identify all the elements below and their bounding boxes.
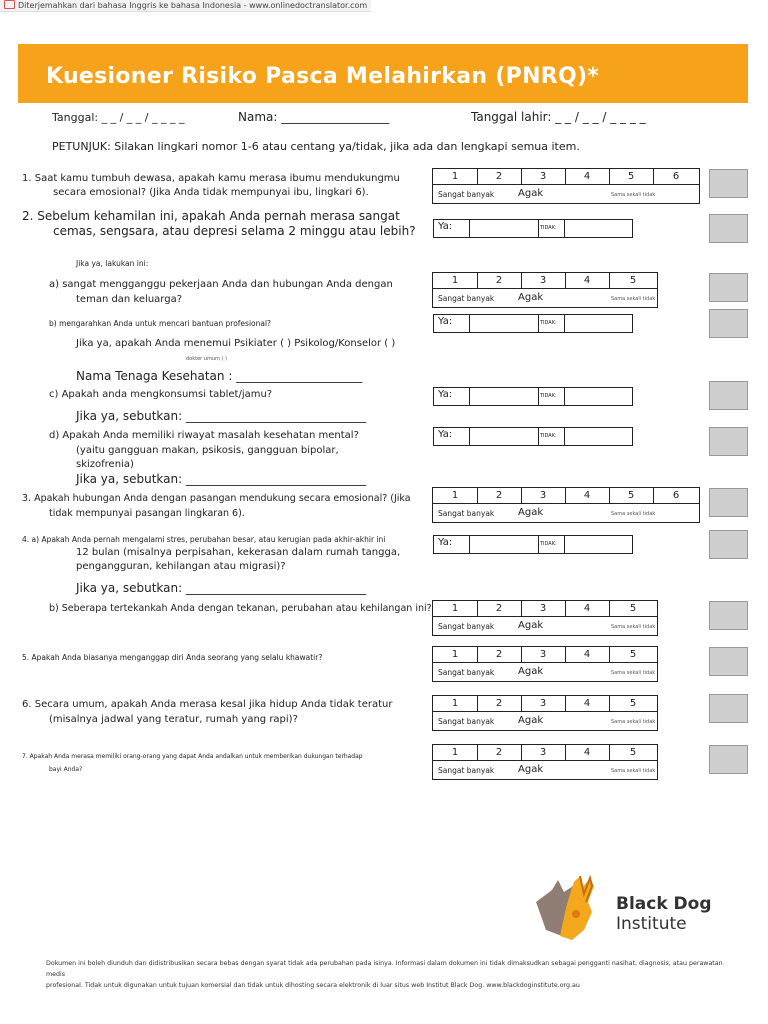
scale-left-label: Sangat banyak: [438, 622, 495, 631]
scale-option-2[interactable]: 2: [477, 647, 522, 662]
scale-option-3[interactable]: 3: [521, 696, 566, 711]
black-dog-logo: [532, 872, 732, 942]
yes-label: Ya:: [438, 389, 453, 400]
scale-option-5[interactable]: 5: [629, 603, 637, 614]
specify-q2d: Jika ya, sebutkan: ______________________________: [76, 472, 366, 486]
scale-right-label: Sama sekali tidak: [611, 719, 656, 725]
scale-q6: [432, 695, 658, 731]
scale-option-2[interactable]: 2: [477, 488, 522, 503]
yes-box[interactable]: [469, 388, 539, 405]
yes-box[interactable]: [469, 428, 539, 445]
scale-option-5[interactable]: 5: [609, 169, 654, 184]
scale-option-3[interactable]: 3: [521, 745, 566, 760]
no-box[interactable]: [564, 536, 633, 553]
no-label: TIDAK:: [540, 433, 557, 439]
scale-option-4[interactable]: 4: [565, 488, 610, 503]
birthdate-field: Tanggal lahir: _ _ / _ _ / _ _ _ _: [471, 110, 646, 124]
scale-option-5[interactable]: 5: [629, 649, 637, 660]
scale-q5: [432, 646, 658, 682]
scale-q7: [432, 744, 658, 780]
yesno-q2d: [433, 427, 633, 446]
no-box[interactable]: [564, 428, 633, 445]
scale-q1: [432, 168, 700, 204]
scale-option-3[interactable]: 3: [521, 601, 566, 616]
q5-text: 5. Apakah Anda biasanya menganggap diri Anda seorang yang selalu khawatir?: [22, 653, 323, 662]
q2d-line2: (yaitu gangguan makan, psikosis, gangguan bipolar,: [76, 445, 339, 456]
footer-line1: Dokumen ini boleh diunduh dan didistribusikan secara bebas dengan syarat tidak ada perubahan pada isinya. Informasi dalam dokumen ini tidak dimaksudkan sebagai pengganti nasihat, diagnosis, atau perawatan medis: [46, 960, 723, 978]
title-banner: [18, 44, 748, 103]
scale-option-5[interactable]: 5: [629, 275, 637, 286]
scale-option-3[interactable]: 3: [521, 273, 566, 288]
q2b-text: b) mengarahkan Anda untuk mencari bantuan profesional?: [49, 319, 272, 328]
logo-line2: Institute: [616, 914, 687, 934]
no-box[interactable]: [564, 315, 633, 332]
scale-option-2[interactable]: 2: [477, 273, 522, 288]
scale-mid-label: Agak: [518, 764, 544, 775]
scale-q2a: [432, 272, 658, 308]
q3-line1: 3. Apakah hubungan Anda dengan pasangan mendukung secara emosional? (Jika: [22, 493, 411, 504]
score-box-q2b[interactable]: [709, 309, 748, 338]
logo-line1: Black Dog: [616, 894, 712, 914]
scale-option-1[interactable]: 1: [433, 488, 478, 503]
score-box-q2c[interactable]: [709, 381, 748, 410]
translation-bar: [0, 0, 371, 12]
yesno-q2: [433, 219, 633, 238]
q7-line2: bayi Anda?: [49, 766, 83, 773]
scale-left-label: Sangat banyak: [438, 190, 495, 199]
scale-mid-label: Agak: [518, 292, 544, 303]
scale-option-4[interactable]: 4: [565, 169, 610, 184]
scale-mid-label: Agak: [518, 666, 544, 677]
scale-left-label: Sangat banyak: [438, 766, 495, 775]
no-label: TIDAK:: [540, 320, 557, 326]
scale-option-5[interactable]: 5: [629, 747, 637, 758]
name-field: Nama: __________________: [238, 110, 390, 124]
scale-option-3[interactable]: 3: [521, 169, 566, 184]
q4a-line3: pengangguran, kehilangan atau migrasi)?: [76, 561, 286, 572]
specify-q4a: Jika ya, sebutkan: ______________________________: [76, 581, 366, 595]
scale-mid-label: Agak: [518, 620, 544, 631]
q2-line2: cemas, sengsara, atau depresi selama 2 minggu atau lebih?: [53, 224, 416, 238]
score-box-q2[interactable]: [709, 214, 748, 243]
translation-text[interactable]: Diterjemahkan dari bahasa Inggris ke bahasa Indonesia - www.onlinedoctranslator.com: [18, 1, 368, 10]
q6-line1: 6. Secara umum, apakah Anda merasa kesal jika hidup Anda tidak teratur: [22, 699, 393, 710]
no-label: TIDAK:: [540, 541, 557, 547]
q2c-text: c) Apakah anda mengkonsumsi tablet/jamu?: [49, 389, 273, 400]
scale-option-3[interactable]: 3: [521, 647, 566, 662]
q2a-line1: a) sangat mengganggu pekerjaan Anda dan hubungan Anda dengan: [49, 279, 393, 290]
scale-mid-label: Agak: [518, 715, 544, 726]
footer-line2: profesional. Tidak untuk digunakan untuk tujuan komersial dan tidak untuk dihosting secara elektronik di luar situs web Institut Black Dog. www.blackdoginstitute.org.au: [46, 982, 580, 989]
q4b-text: b) Seberapa tertekankah Anda dengan tekanan, perubahan atau kehilangan ini?: [49, 603, 432, 614]
score-box-q4a[interactable]: [709, 530, 748, 559]
q4a-line1: 4. a) Apakah Anda pernah mengalami stres, perubahan besar, atau kerugian pada akhir-akhir ini: [22, 535, 386, 544]
scale-right-label: Sama sekali tidak: [611, 670, 656, 676]
scale-right-label: Sama sekali tidak: [611, 624, 656, 630]
scale-left-label: Sangat banyak: [438, 668, 495, 677]
scale-option-6[interactable]: 6: [672, 171, 680, 182]
q2d-line3: skizofrenia): [76, 459, 134, 470]
specify-q2c: Jika ya, sebutkan: ______________________________: [76, 409, 366, 423]
score-box-q7[interactable]: [709, 745, 748, 774]
scale-mid-label: Agak: [518, 188, 544, 199]
q6-line2: (misalnya jadwal yang teratur, rumah yang rapi)?: [49, 714, 298, 725]
yes-label: Ya:: [438, 537, 453, 548]
yes-box[interactable]: [469, 315, 539, 332]
scale-option-1[interactable]: 1: [433, 647, 478, 662]
scale-option-4[interactable]: 4: [565, 273, 610, 288]
score-box-q2d[interactable]: [709, 427, 748, 456]
q3-line2: tidak mempunyai pasangan lingkaran 6).: [49, 508, 245, 519]
scale-q4b: [432, 600, 658, 636]
scale-option-1[interactable]: 1: [433, 696, 478, 711]
q1-line2: secara emosional? (Jika Anda tidak mempunyai ibu, lingkari 6).: [53, 187, 369, 198]
scale-mid-label: Agak: [518, 507, 544, 518]
yes-box[interactable]: [469, 536, 539, 553]
scale-option-4[interactable]: 4: [565, 745, 610, 760]
page-title: Kuesioner Risiko Pasca Melahirkan (PNRQ)*: [46, 64, 600, 89]
scale-right-label: Sama sekali tidak: [611, 192, 656, 198]
scale-option-4[interactable]: 4: [565, 696, 610, 711]
q2-line1: 2. Sebelum kehamilan ini, apakah Anda pernah merasa sangat: [22, 209, 400, 223]
scale-left-label: Sangat banyak: [438, 294, 495, 303]
yes-box[interactable]: [469, 220, 539, 237]
document-icon: [4, 0, 15, 9]
score-box-q2a[interactable]: [709, 273, 748, 302]
scale-option-5[interactable]: 5: [609, 488, 654, 503]
score-box-q4b[interactable]: [709, 601, 748, 630]
yes-label: Ya:: [438, 429, 453, 440]
score-box-q3[interactable]: [709, 488, 748, 517]
yesno-q4a: [433, 535, 633, 554]
date-field: Tanggal: _ _ / _ _ / _ _ _ _: [52, 111, 185, 124]
gp-option: dokter umum ( ): [186, 356, 227, 362]
scale-right-label: Sama sekali tidak: [611, 768, 656, 774]
yesno-q2c: [433, 387, 633, 406]
score-box-q1[interactable]: [709, 169, 748, 198]
score-box-q5[interactable]: [709, 647, 748, 676]
scale-option-1[interactable]: 1: [433, 169, 478, 184]
instructions: PETUNJUK: Silakan lingkari nomor 1-6 atau centang ya/tidak, jika ada dan lengkapi semua item.: [52, 140, 580, 153]
yesno-q2b: [433, 314, 633, 333]
scale-option-3[interactable]: 3: [521, 488, 566, 503]
q2a-line2: teman dan keluarga?: [76, 294, 183, 305]
scale-option-2[interactable]: 2: [477, 696, 522, 711]
scale-option-1[interactable]: 1: [433, 601, 478, 616]
scale-option-2[interactable]: 2: [477, 169, 522, 184]
yes-label: Ya:: [438, 316, 453, 327]
scale-option-6[interactable]: 6: [672, 490, 680, 501]
scale-left-label: Sangat banyak: [438, 717, 495, 726]
scale-option-2[interactable]: 2: [477, 601, 522, 616]
scale-right-label: Sama sekali tidak: [611, 511, 656, 517]
scale-option-2[interactable]: 2: [477, 745, 522, 760]
footer-disclaimer: [46, 958, 726, 991]
professional-seen: Jika ya, apakah Anda menemui Psikiater ( ) Psikolog/Konselor ( ): [76, 338, 396, 349]
dog-hand-icon: [532, 872, 612, 942]
scale-option-4[interactable]: 4: [565, 647, 610, 662]
scale-q3: [432, 487, 700, 523]
no-box[interactable]: [564, 220, 633, 237]
q1-line1: 1. Saat kamu tumbuh dewasa, apakah kamu merasa ibumu mendukungmu: [22, 173, 400, 184]
no-label: TIDAK:: [540, 225, 557, 231]
scale-right-label: Sama sekali tidak: [611, 296, 656, 302]
scale-option-1[interactable]: 1: [433, 273, 478, 288]
no-label: TIDAK:: [540, 393, 557, 399]
if-yes-note: Jika ya, lakukan ini:: [76, 259, 149, 268]
health-worker-name: Nama Tenaga Kesehatan : _____________________: [76, 369, 363, 383]
scale-left-label: Sangat banyak: [438, 509, 495, 518]
q7-line1: 7. Apakah Anda merasa memiliki orang-orang yang dapat Anda andalkan untuk memberikan dukungan terhadap: [22, 753, 363, 760]
yes-label: Ya:: [438, 221, 453, 232]
q2d-line1: d) Apakah Anda memiliki riwayat masalah kesehatan mental?: [49, 430, 359, 441]
no-box[interactable]: [564, 388, 633, 405]
score-box-q6[interactable]: [709, 694, 748, 723]
scale-option-4[interactable]: 4: [565, 601, 610, 616]
scale-option-5[interactable]: 5: [629, 698, 637, 709]
scale-option-1[interactable]: 1: [433, 745, 478, 760]
q4a-line2: 12 bulan (misalnya perpisahan, kekerasan dalam rumah tangga,: [76, 547, 401, 558]
